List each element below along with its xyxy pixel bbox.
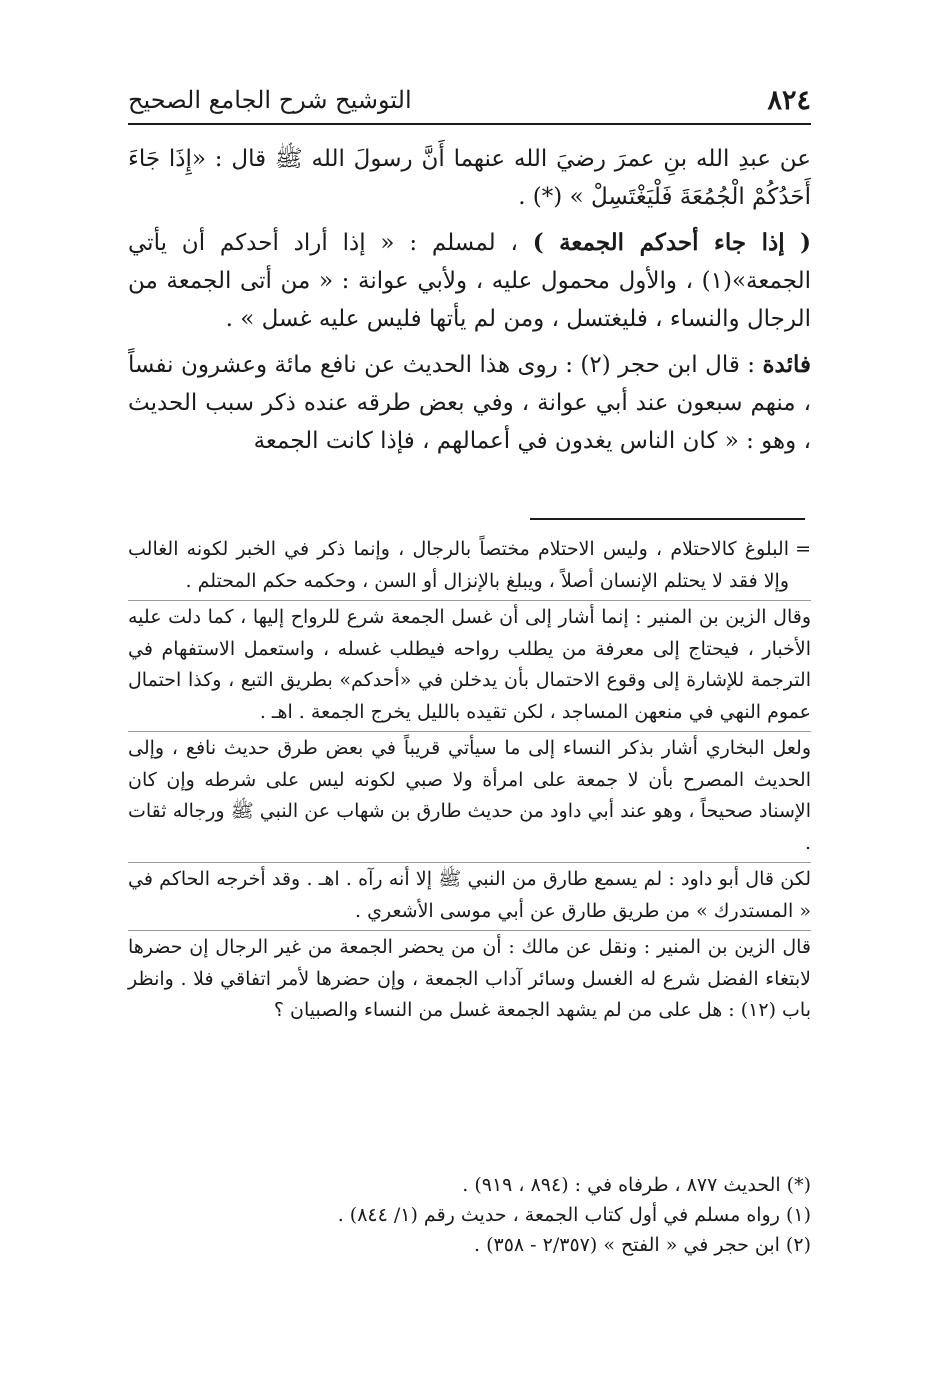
footnote-separator	[530, 518, 805, 520]
book-title: التوشيح شرح الجامع الصحيح	[128, 86, 412, 114]
page-number: ٨٢٤	[767, 84, 811, 116]
commentary-text: ، لمسلم : « إذا أراد أحدكم أن يأتي الجمعة»(١) ، والأول محمول عليه ، ولأبي عوانة : « من أتى الجمعة من الرجال والنساء ، فليغتسل ، ومن لم يأتها فليس عليه غسل » .	[128, 230, 811, 332]
lemma-heading: ( إذا جاء أحدكم الجمعة )	[532, 229, 812, 256]
note-paragraph: وقال الزين بن المنير : إنما أشار إلى أن غسل الجمعة شرع للرواح إليها ، كما دلت عليه الأخبار ، فيحتاج إلى معرفة من يطلب رواحه فيطلب غسله ، واستعمل الاستفهام في الترجمة للإشارة إلى وقوع الاحتمال بأن يدخلن في «أحدكم» بطريق التبع ، وكذا احتمال عموم النهي في منعهن المساجد ، لكن تقيده بالليل يخرج الجمعة . اهـ .	[128, 600, 811, 728]
footnote-star: (*) الحديث ٨٧٧ ، طرفاه في : (٨٩٤ ، ٩١٩) .	[462, 1174, 811, 1196]
note-continuation	[128, 534, 811, 597]
commentary-paragraph	[128, 224, 811, 338]
benefit-label: فائدة	[762, 351, 812, 378]
note-text: البلوغ كالاحتلام ، وليس الاحتلام مختصاً بالرجال ، وإنما ذكر في الخبر لكونه الغالب وإلا فقد لا يحتلم الإنسان أصلاً ، ويبلغ بالإنزال أو السن ، وحكمه حكم المحتلم .	[128, 538, 789, 592]
note-paragraph: قال الزين بن المنير : ونقل عن مالك : أن من يحضر الجمعة من غير الرجال إن حضرها لابتغاء الفضل شرع له الغسل وسائر آداب الجمعة ، وإن حضرها لأمر اتفاقي فلا . وانظر باب (١٢) : هل على من لم يشهد الجمعة غسل من النساء والصبيان ؟	[128, 930, 811, 1027]
header-rule	[128, 123, 811, 125]
note-paragraph: ولعل البخاري أشار بذكر النساء إلى ما سيأتي قريباً في بعض طرق حديث نافع ، وإلى الحديث المصرح بأن لا جمعة على امرأة ولا صبي لكونه ليس على شرطه وإن كان الإسناد صحيحاً ، وهو عند أبي داود من حديث طارق بن شهاب عن النبي ﷺ ورجاله ثقات .	[128, 731, 811, 859]
main-text	[128, 140, 811, 466]
continued-notes	[128, 534, 811, 1027]
footnote-1: (١) رواه مسلم في أول كتاب الجمعة ، حديث رقم (١/ ٨٤٤) .	[337, 1204, 811, 1226]
running-header	[128, 78, 811, 122]
hadith-text: عن عبدِ الله بنِ عمرَ رضيَ الله عنهما أَنَّ رسولَ الله ﷺ قال : «إِذَا جَاءَ أَحَدُكُمْ الْجُمُعَةَ فَلْيَغْتَسِلْ » (*) .	[128, 146, 811, 210]
benefit-paragraph	[128, 346, 811, 460]
footnotes	[128, 1170, 811, 1260]
benefit-text: : قال ابن حجر (٢) : روى هذا الحديث عن نافع مائة وعشرون نفساً ، منهم سبعون عند أبي عوانة ، وفي بعض طرقه عنده ذكر سبب الحديث ، وهو : « كان الناس يغدون في أعمالهم ، فإذا كانت الجمعة	[128, 352, 811, 454]
footnote-2: (٢) ابن حجر في « الفتح » (٢/٣٥٧ - ٣٥٨) .	[474, 1234, 811, 1256]
note-paragraph: لكن قال أبو داود : لم يسمع طارق من النبي ﷺ إلا أنه رآه . اهـ . وقد أخرجه الحاكم في « المستدرك » من طريق طارق عن أبي موسى الأشعري .	[128, 862, 811, 927]
continuation-mark: =	[795, 538, 811, 560]
